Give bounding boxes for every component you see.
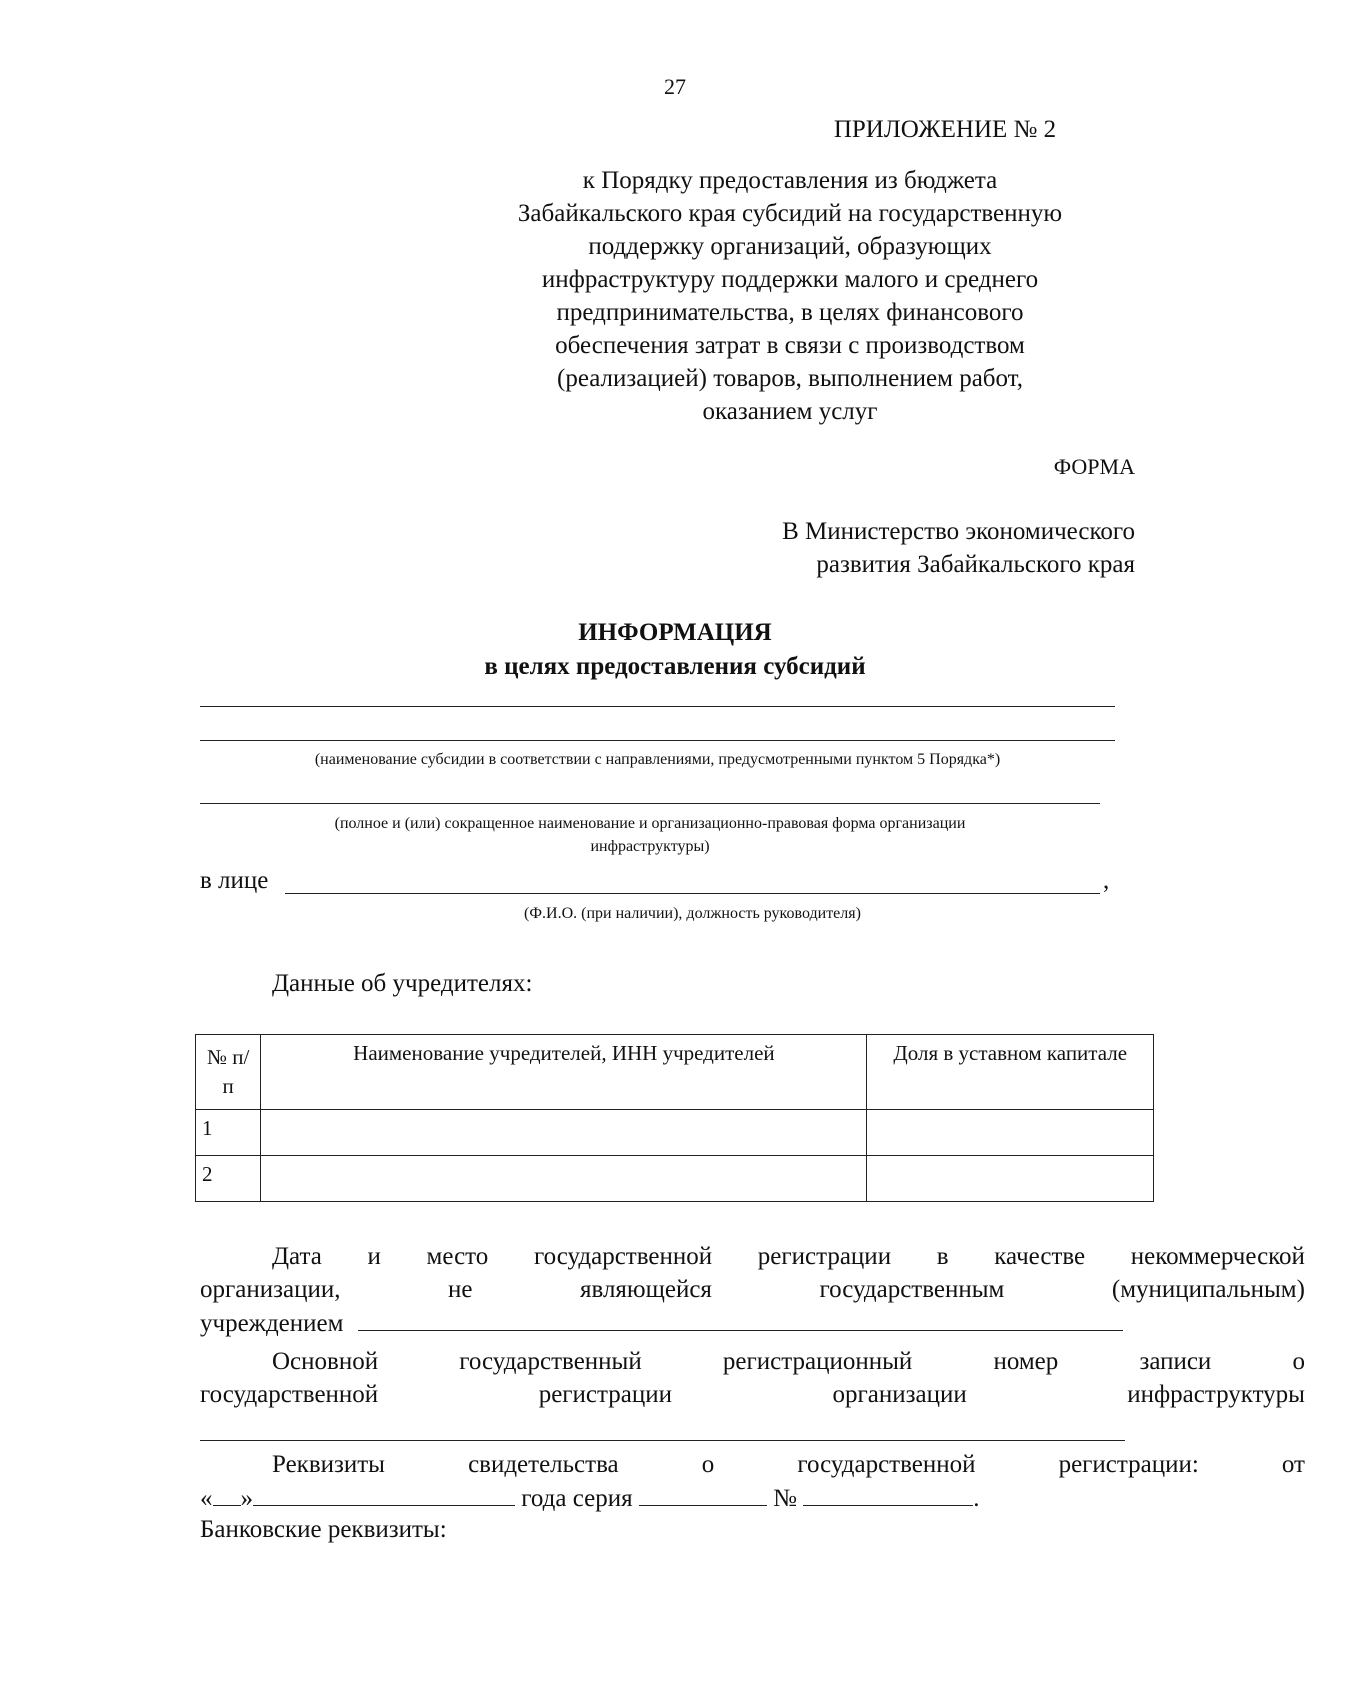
cert-word: Реквизиты bbox=[272, 1451, 385, 1478]
cert-word: государственной bbox=[797, 1451, 976, 1478]
header-share: Доля в уставном капитале bbox=[867, 1035, 1154, 1110]
series-blank[interactable] bbox=[639, 1481, 767, 1506]
ogrn-word: организации bbox=[832, 1381, 967, 1408]
head-name-line[interactable] bbox=[285, 893, 1100, 894]
org-name-caption-2: инфраструктуры) bbox=[590, 838, 710, 855]
document-subtitle: в целях предоставления субсидий bbox=[484, 653, 866, 680]
in-person-comma: , bbox=[1103, 867, 1110, 894]
appendix-title: ПРИЛОЖЕНИЕ № 2 bbox=[833, 116, 1057, 143]
table-row bbox=[196, 1110, 1154, 1156]
org-name-caption-1: (полное и (или) сокращенное наименование и организационно-правовая форма организации bbox=[334, 815, 966, 832]
subsidy-name-line-2[interactable] bbox=[200, 740, 1115, 741]
ogrn-word: Основной bbox=[272, 1348, 379, 1375]
year-series-label: года серия bbox=[521, 1485, 633, 1512]
in-person-label: в лице bbox=[200, 867, 269, 894]
head-caption: (Ф.И.О. (при наличии), должность руководителя) bbox=[524, 905, 861, 922]
ogrn-word: регистрации bbox=[538, 1381, 672, 1408]
certificate-paragraph bbox=[200, 1448, 1305, 1515]
header-number: № п/п bbox=[196, 1035, 261, 1110]
row-number: 1 bbox=[196, 1110, 261, 1156]
header-founder-name: Наименование учредителей, ИНН учредителей bbox=[261, 1035, 867, 1110]
day-blank[interactable] bbox=[213, 1481, 241, 1506]
founder-name-cell[interactable] bbox=[261, 1110, 867, 1156]
ogrn-word: регистрационный bbox=[722, 1348, 913, 1375]
certificate-period: . bbox=[973, 1485, 980, 1512]
ogrn-word: номер bbox=[993, 1348, 1059, 1375]
document-title: ИНФОРМАЦИЯ bbox=[578, 619, 772, 646]
reg-word: государственной bbox=[533, 1243, 713, 1270]
reg-word: (муниципальным) bbox=[1111, 1276, 1305, 1303]
bank-details-label: Банковские реквизиты: bbox=[200, 1516, 447, 1543]
page-number: 27 bbox=[664, 74, 686, 99]
reg-word: регистрации bbox=[757, 1243, 892, 1270]
reg-word: организации, bbox=[200, 1276, 341, 1303]
form-label: ФОРМА bbox=[1053, 454, 1135, 479]
cert-word: о bbox=[701, 1451, 715, 1478]
cert-word: от bbox=[1281, 1451, 1305, 1478]
founders-label: Данные об учредителях: bbox=[272, 970, 533, 997]
reg-word: Дата bbox=[272, 1243, 322, 1270]
share-cell[interactable] bbox=[867, 1156, 1154, 1202]
ogrn-word: государственной bbox=[200, 1381, 379, 1408]
founders-table-header bbox=[196, 1035, 1154, 1110]
ogrn-word: записи bbox=[1139, 1348, 1212, 1375]
reg-word: и bbox=[367, 1243, 381, 1270]
registration-blank[interactable] bbox=[358, 1306, 1123, 1331]
share-cell[interactable] bbox=[867, 1110, 1154, 1156]
reg-word: учреждением bbox=[200, 1310, 344, 1337]
reg-word: в bbox=[936, 1243, 949, 1270]
reg-word: место bbox=[426, 1243, 489, 1270]
subsidy-name-line-1[interactable] bbox=[200, 706, 1115, 707]
registration-paragraph bbox=[200, 1240, 1305, 1340]
reg-word: не bbox=[447, 1276, 473, 1303]
quote-close: » bbox=[240, 1485, 253, 1512]
row-number: 2 bbox=[196, 1156, 261, 1202]
quote-open: « bbox=[200, 1485, 213, 1512]
month-blank[interactable] bbox=[253, 1481, 515, 1506]
appendix-subtitle: к Порядку предоставления из бюджета Забайкальского края субсидий на государственную поддержку организаций, образующих инфраструктуру поддержки малого и среднего предпринимательства, в целях финансового обеспечения затрат в связи с производством (реализацией) товаров, выполнением работ, оказанием услуг bbox=[517, 167, 1063, 425]
subsidy-name-caption: (наименование субсидии в соответствии с направлениями, предусмотренными пунктом 5 Порядка*) bbox=[314, 751, 1001, 768]
table-row bbox=[196, 1156, 1154, 1202]
org-name-line[interactable] bbox=[200, 803, 1100, 804]
addressee: В Министерство экономического развития Забайкальского края bbox=[782, 518, 1135, 578]
reg-word: являющейся bbox=[579, 1276, 712, 1303]
ogrn-paragraph bbox=[200, 1345, 1305, 1411]
ogrn-word: о bbox=[1292, 1348, 1305, 1375]
cert-word: регистрации: bbox=[1058, 1451, 1199, 1478]
reg-word: некоммерческой bbox=[1130, 1243, 1305, 1270]
ogrn-blank-line[interactable] bbox=[200, 1440, 1125, 1441]
reg-word: государственным bbox=[819, 1276, 1005, 1303]
number-blank[interactable] bbox=[803, 1481, 973, 1506]
reg-word: качестве bbox=[994, 1243, 1086, 1270]
founder-name-cell[interactable] bbox=[261, 1156, 867, 1202]
number-sign: № bbox=[773, 1485, 797, 1512]
founders-table bbox=[195, 1034, 1154, 1202]
ogrn-word: государственный bbox=[459, 1348, 642, 1375]
cert-word: свидетельства bbox=[468, 1451, 619, 1478]
ogrn-word: инфраструктуры bbox=[1127, 1381, 1305, 1408]
